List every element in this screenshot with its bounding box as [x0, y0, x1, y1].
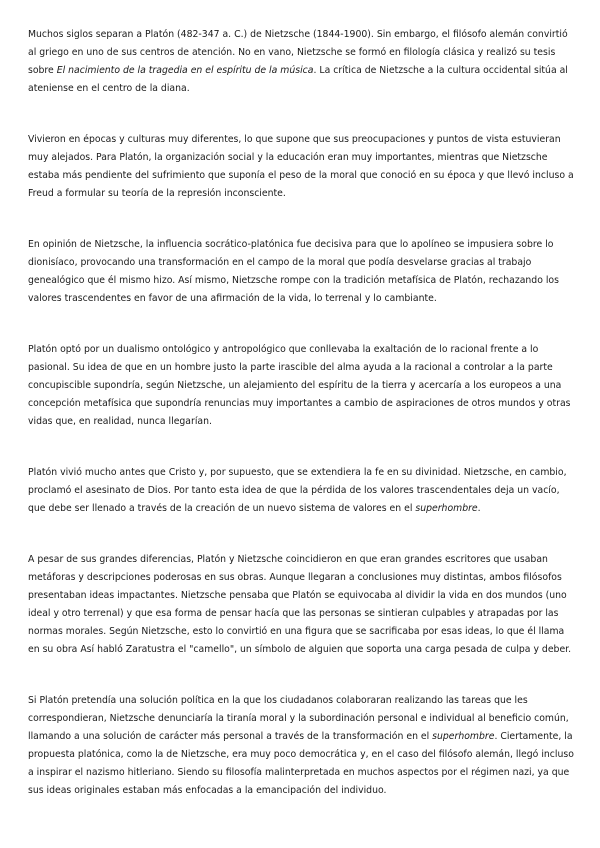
paragraph-3: En opinión de Nietzsche, la influencia socrático-platónica fue decisiva para que lo apolíneo se impusiera sobre lo dionisíaco, provocando una transformación en el campo de la moral que podía desvelarse gracias al trabajo genealógico que él mismo hizo. Así mismo, Nietzsche rompe con la tradición metafísica de Platón, rechazando los valores trascendentes en favor de una afirmación de la vida, lo terrenal y lo cambiante. — [28, 239, 559, 304]
paragraph-7: Si Platón pretendía una solución política en la que los ciudadanos colaboraran realizando las tareas que les correspondieran, Nietzsche denunciaría la tiranía moral y la subordinación personal e individual al beneficio común, llamando a una solución de carácter más personal a través de la transformación en el superhombre. Ciertamente, la propuesta platónica, como la de Nietzsche, era muy poco democrática y, en el caso del filósofo alemán, llegó incluso a inspirar el nazismo hitleriano. Siendo su filosofía malinterpretada en muchos aspectos por el régimen nazi, ya que sus ideas originales estaban más enfocadas a la emancipación del individuo. — [28, 695, 574, 796]
paragraph-4: Platón optó por un dualismo ontológico y antropológico que conllevaba la exaltación de lo racional frente a lo pasional. Su idea de que en un hombre justo la parte irascible del alma ayuda a la racional a controlar a la parte concupiscible supondría, según Nietzsche, un alejamiento del espíritu de la tierra y acercaría a los europeos a una concepción metafísica que supondría renuncias muy importantes a cambio de aspiraciones de otros mundos y otras vidas que, en realidad, nunca llegarían. — [28, 344, 571, 427]
paragraph-6: A pesar de sus grandes diferencias, Platón y Nietzsche coincidieron en que eran grandes escritores que usaban metáforas y descripciones poderosas en sus obras. Aunque llegaran a conclusiones muy distintas, ambos filósofos presentaban ideas impactantes. Nietzsche pensaba que Platón se equivocaba al dividir la vida en dos mundos (uno ideal y otro terrenal) y que esa forma de pensar hacía que las personas se sintieran culpables y atrapadas por las normas morales. Según Nietzsche, esto lo convirtió en una figura que se sacrificaba por esas ideas, lo que él llama en su obra Así habló Zaratustra el "camello", un símbolo de alguien que soporta una carga pesada de culpa y deber. — [28, 554, 572, 655]
paragraph-5: Platón vivió mucho antes que Cristo y, por supuesto, que se extendiera la fe en su divinidad. Nietzsche, en cambio, proclamó el asesinato de Dios. Por tanto esta idea de que la pérdida de los valores trascendentales deja un vacío, que debe ser llenado a través de la creación de un nuevo sistema de valores en el superhombre. — [28, 467, 567, 514]
paragraph-1: Muchos siglos separan a Platón (482-347 a. C.) de Nietzsche (1844-1900). Sin embargo, el filósofo alemán convirtió al griego en uno de sus centros de atención. No en vano, Nietzsche se formó en filología clásica y realizó su tesis sobre El nacimiento de la tragedia en el espíritu de la música. La crítica de Nietzsche a la cultura occidental sitúa al ateniense en el centro de la diana. — [28, 29, 568, 94]
paragraph-2: Vivieron en épocas y culturas muy diferentes, lo que supone que sus preocupaciones y puntos de vista estuvieran muy alejados. Para Platón, la organización social y la educación eran muy importantes, mientras que Nietzsche estaba más pendiente del sufrimiento que suponía el peso de la moral que conoció en su época y que llevó incluso a Freud a formular su teoría de la represión inconsciente. — [28, 134, 574, 199]
